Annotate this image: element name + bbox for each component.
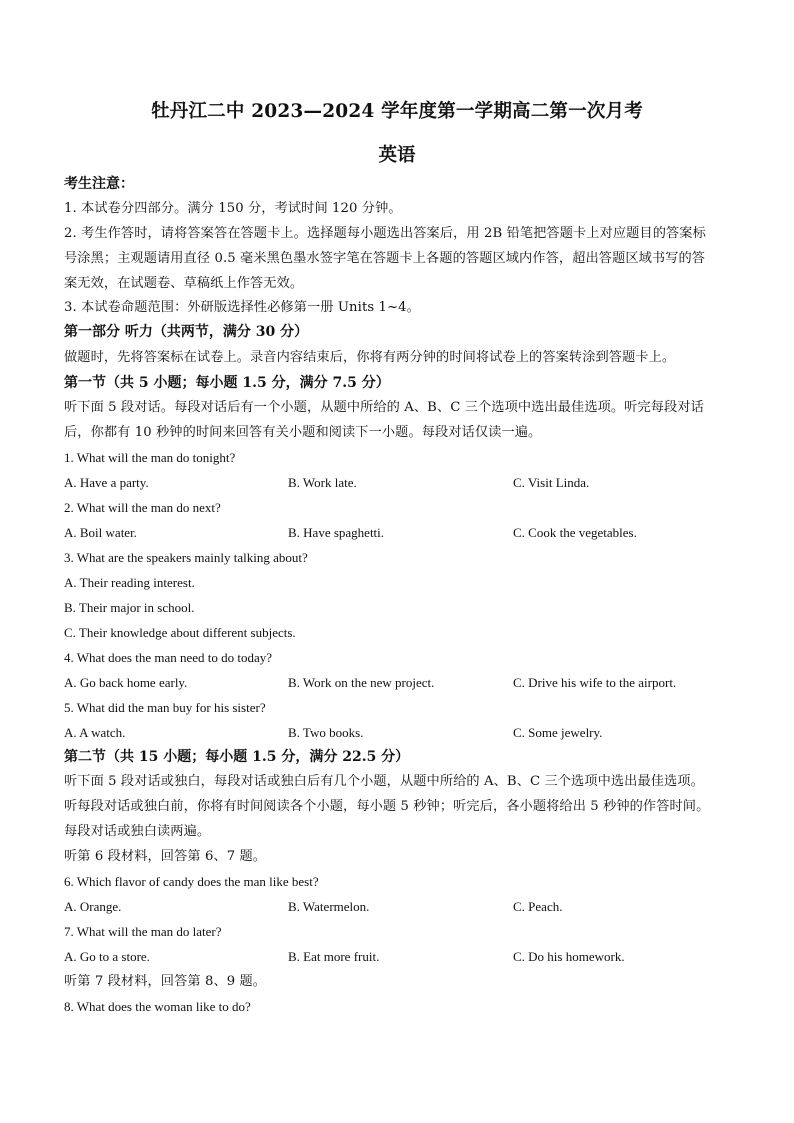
notice-item-2-line-3: 案无效，在试题卷、草稿纸上作答无效。: [64, 276, 304, 291]
part1-heading: 第一部分 听力（共两节，满分 30 分）: [64, 324, 309, 340]
question-1-option-c: C. Visit Linda.: [513, 475, 590, 490]
question-5-stem: 5. What did the man buy for his sister?: [64, 700, 266, 715]
exam-subject: 英语: [378, 145, 416, 166]
section1-heading: 第一节（共 5 小题；每小题 1.5 分，满分 7.5 分）: [64, 375, 390, 391]
question-3-option-a: A. Their reading interest.: [64, 575, 195, 590]
question-2-stem: 2. What will the man do next?: [64, 500, 221, 515]
question-3-option-c: C. Their knowledge about different subjects.: [64, 625, 296, 640]
question-2-option-c: C. Cook the vegetables.: [513, 525, 637, 540]
question-1-option-b: B. Work late.: [288, 475, 357, 490]
question-6-stem: 6. Which flavor of candy does the man like best?: [64, 874, 319, 889]
section2-heading: 第二节（共 15 小题；每小题 1.5 分，满分 22.5 分）: [64, 749, 410, 765]
question-7-option-c: C. Do his homework.: [513, 949, 625, 964]
exam-title: 牡丹江二中 2023—2024 学年度第一学期高二第一次月考: [151, 101, 643, 122]
question-7-stem: 7. What will the man do later?: [64, 924, 222, 939]
question-6-option-b: B. Watermelon.: [288, 899, 370, 914]
section1-instruction-line-2: 后，你都有 10 秒钟的时间来回答有关小题和阅读下一小题。每段对话仅读一遍。: [64, 425, 542, 440]
question-4-option-b: B. Work on the new project.: [288, 675, 435, 690]
question-5-option-b: B. Two books.: [288, 725, 364, 740]
section1-instruction-line-1: 听下面 5 段对话。每段对话后有一个小题，从题中所给的 A、B、C 三个选项中选出最佳选项。听完每段对话: [64, 400, 704, 415]
notice-item-3: 3. 本试卷命题范围：外研版选择性必修第一册 Units 1~4。: [64, 300, 420, 315]
question-5-option-a: A. A watch.: [64, 725, 126, 740]
question-4-option-a: A. Go back home early.: [64, 675, 188, 690]
notice-item-2-line-2: 号涂黑；主观题请用直径 0.5 毫米黑色墨水签字笔在答题卡上各题的答题区域内作答，超出答题区域书写的答: [64, 251, 706, 266]
material-6-label: 听第 6 段材料，回答第 6、7 题。: [64, 849, 267, 864]
notice-item-2-line-1: 2. 考生作答时，请将答案答在答题卡上。选择题每小题选出答案后，用 2B 铅笔把答题卡上对应题目的答案标: [64, 226, 706, 241]
section2-instruction-line-2: 听每段对话或独白前，你将有时间阅读各个小题，每小题 5 秒钟；听完后，各小题将给出 5 秒钟的作答时间。: [64, 799, 710, 814]
question-4-stem: 4. What does the man need to do today?: [64, 650, 273, 665]
notice-item-1: 1. 本试卷分四部分。满分 150 分，考试时间 120 分钟。: [64, 201, 402, 216]
question-1-stem: 1. What will the man do tonight?: [64, 450, 236, 465]
question-2-option-a: A. Boil water.: [64, 525, 137, 540]
section2-instruction-line-1: 听下面 5 段对话或独白，每段对话或独白后有几个小题，从题中所给的 A、B、C 三个选项中选出最佳选项。: [64, 774, 704, 789]
question-7-option-b: B. Eat more fruit.: [288, 949, 380, 964]
question-6-option-a: A. Orange.: [64, 899, 122, 914]
question-3-stem: 3. What are the speakers mainly talking about?: [64, 550, 308, 565]
question-5-option-c: C. Some jewelry.: [513, 725, 603, 740]
question-8-stem: 8. What does the woman like to do?: [64, 999, 251, 1014]
question-6-option-c: C. Peach.: [513, 899, 563, 914]
material-7-label: 听第 7 段材料，回答第 8、9 题。: [64, 974, 267, 989]
notice-heading: 考生注意：: [64, 176, 134, 192]
part1-instruction: 做题时，先将答案标在试卷上。录音内容结束后，你将有两分钟的时间将试卷上的答案转涂到答题卡上。: [64, 350, 676, 365]
section2-instruction-line-3: 每段对话或独白读两遍。: [64, 824, 211, 839]
question-7-option-a: A. Go to a store.: [64, 949, 150, 964]
question-3-option-b: B. Their major in school.: [64, 600, 195, 615]
question-1-option-a: A. Have a party.: [64, 475, 149, 490]
question-2-option-b: B. Have spaghetti.: [288, 525, 385, 540]
question-4-option-c: C. Drive his wife to the airport.: [513, 675, 677, 690]
